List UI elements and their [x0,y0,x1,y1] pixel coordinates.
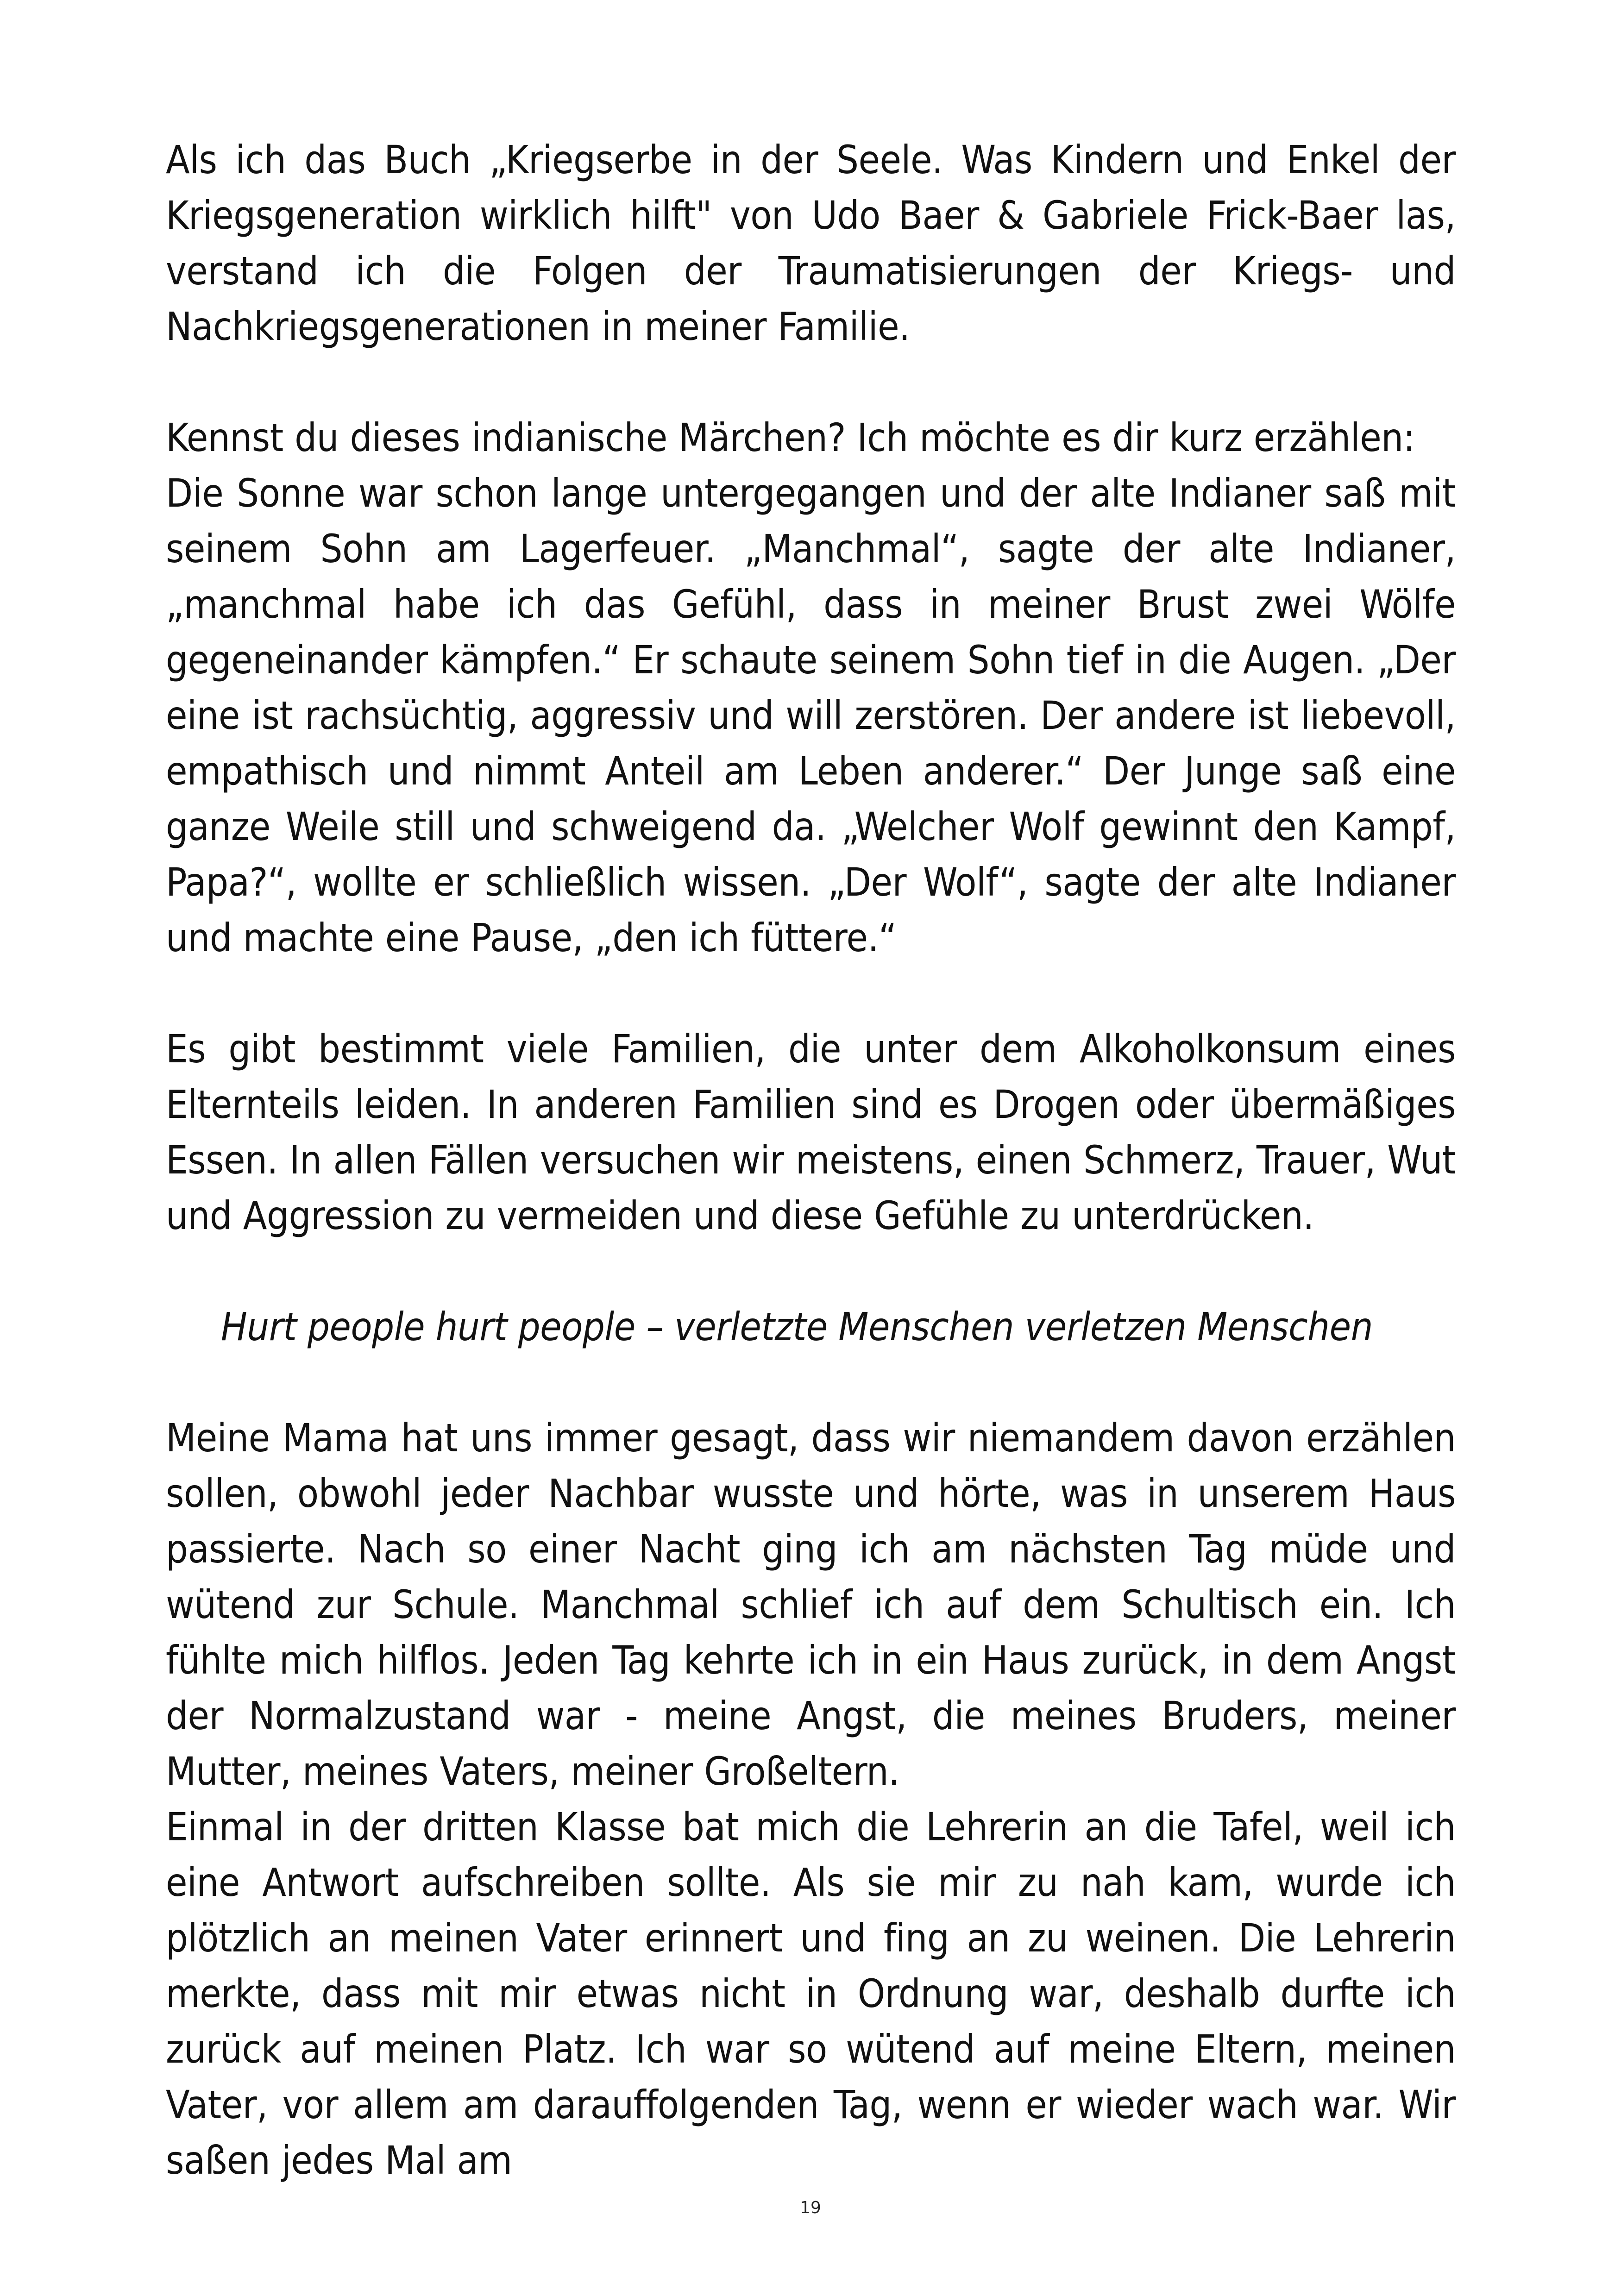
paragraph-two-wolves-tale: Die Sonne war schon lange untergegangen und der alte Indianer saß mit seinem Sohn am Lagerfeuer. „Manchmal“, sagte der alte Indianer, „manchmal habe ich das Gefühl, dass in meiner Brust zwei Wölfe gegeneinander kämpfen.“ Er schaute seinem Sohn tief in die Augen. „Der eine ist rachsüchtig, aggressiv und will zerstören. Der andere ist liebevoll, empathisch und nimmt Anteil am Leben anderer.“ Der Junge saß eine ganze Weile still und schweigend da. „Welcher Wolf gewinnt den Kampf, Papa?“, wollte er schließlich wissen. „Der Wolf“, sagte der alte Indianer und machte eine Pause, „den ich füttere.“ [166,470,1456,960]
paragraph-families: Es gibt bestimmt viele Familien, die unter dem Alkoholkonsum eines Elternteils leiden. In anderen Familien sind es Drogen oder übermäßiges Essen. In allen Fällen versuchen wir meistens, einen Schmerz, Trauer, Wut und Aggression zu vermeiden und diese Gefühle zu unterdrücken. [166,1026,1456,1238]
paragraph-childhood: Meine Mama hat uns immer gesagt, dass wir niemandem davon erzählen sollen, obwohl jeder Nachbar wusste und hörte, was in unserem Haus passierte. Nach so einer Nacht ging ich am nächsten Tag müde und wütend zur Schule. Manchmal schlief ich auf dem Schultisch ein. Ich fühlte mich hilflos. Jeden Tag kehrte ich in ein Haus zurück, in dem Angst der Normalzustand war - meine Angst, die meines Bruders, meiner Mutter, meines Vaters, meiner Großeltern. [166,1415,1456,1794]
paragraph-tale-intro: Kennst du dieses indianische Märchen? Ich möchte es dir kurz erzählen: [166,415,1415,460]
quote-hurt-people: Hurt people hurt people – verletzte Menschen verletzen Menschen [221,1304,1373,1349]
paragraph-gap [166,966,1456,1021]
paragraph-classroom: Einmal in der dritten Klasse bat mich die Lehrerin an die Tafel, weil ich eine Antwort aufschreiben sollte. Als sie mir zu nah kam, wurde ich plötzlich an meinen Vater erinnert und fing an zu weinen. Die Lehrerin merkte, dass mit mir etwas nicht in Ordnung war, deshalb durfte ich zurück auf meinen Platz. Ich war so wütend auf meine Eltern, meinen Vater, vor allem am darauffolgenden Tag, wenn er wieder wach war. Wir saßen jedes Mal am [166,1804,1456,2183]
paragraph-book-reference: Als ich das Buch „Kriegserbe in der Seele. Was Kindern und Enkel der Kriegsgeneration wirklich hilft" von Udo Baer & Gabriele Frick-Baer las, verstand ich die Folgen der Traumatisierungen der Kriegs- und Nachkriegsgenerationen in meiner Familie. [166,137,1456,349]
page-body [166,132,1456,2188]
paragraph-gap [166,354,1456,410]
page-number: 19 [800,2198,821,2217]
paragraph-gap [166,1355,1456,1410]
paragraph-gap [166,1243,1456,1299]
